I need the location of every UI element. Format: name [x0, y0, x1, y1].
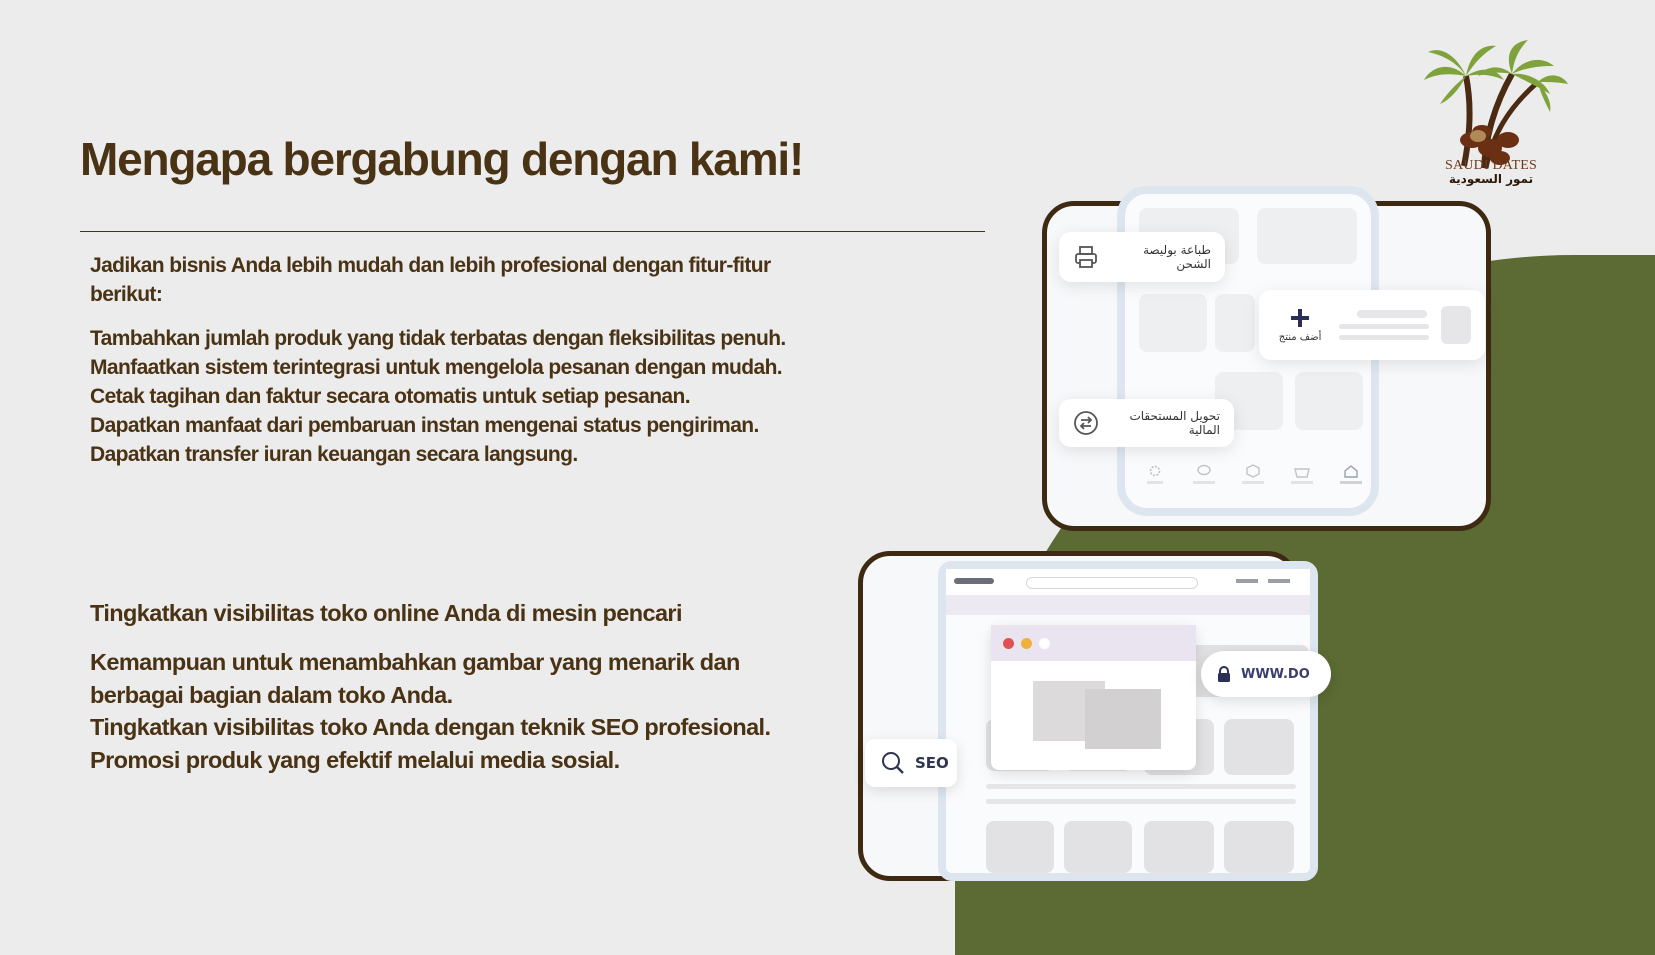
chat-icon [1196, 464, 1212, 478]
print-shipping-label-card [1059, 232, 1225, 282]
nav-settings [1133, 464, 1177, 504]
printer-icon [1073, 244, 1099, 270]
page-title: Mengapa bergabung dengan kami! [80, 133, 804, 185]
nav-products [1231, 464, 1275, 504]
logo-text-english: SAUDI DATES [1444, 158, 1538, 173]
seo-list [90, 646, 810, 776]
gear-icon [1147, 464, 1163, 478]
feature-item: Tambahkan jumlah produk yang tidak terbatas dengan fleksibilitas penuh. [90, 327, 786, 350]
app-tile [1215, 294, 1255, 352]
feature-item: Cetak tagihan dan faktur secara otomatis untuk setiap pesanan. [90, 385, 690, 408]
seo-item: Kemampuan untuk menambahkan gambar yang menarik dan berbagai bagian dalam toko Anda. [90, 649, 740, 708]
basket-icon [1294, 464, 1310, 478]
add-product-label: أضف منتج [1278, 331, 1322, 343]
seo-heading: Tingkatkan visibilitas toko online Anda di mesin pencari [90, 600, 682, 626]
bottom-nav [1133, 464, 1373, 504]
transfer-arrows-icon [1073, 410, 1099, 436]
nav-home [1329, 464, 1373, 504]
browser-search-bar [1026, 577, 1198, 589]
feature-item: Dapatkan transfer iuran keuangan secara langsung. [90, 443, 578, 466]
logo-text-arabic: تمور السعودية [1448, 172, 1534, 186]
transfer-dues-label: تحويل المستحقات المالية [1129, 409, 1220, 437]
app-tile [1139, 294, 1207, 352]
app-tile [1257, 208, 1357, 264]
app-window [991, 625, 1196, 770]
transfer-dues-card [1059, 399, 1234, 447]
window-title-bar [991, 625, 1196, 661]
window-minimize-dot [1021, 638, 1032, 649]
nav-orders [1280, 464, 1324, 504]
intro-text: Jadikan bisnis Anda lebih mudah dan lebih profesional dengan fitur-fitur berikut: [90, 254, 771, 306]
magnifier-icon [881, 751, 905, 775]
print-shipping-label: طباعة بوليصة الشحن [1143, 243, 1211, 271]
app-tile [1295, 372, 1363, 430]
window-close-dot [1003, 638, 1014, 649]
feature-item: Manfaatkan sistem terintegrasi untuk mengelola pesanan dengan mudah. [90, 356, 783, 379]
plus-icon [1290, 308, 1310, 328]
home-icon [1343, 464, 1359, 478]
browser-toolbar [946, 569, 1310, 596]
seo-item: Tingkatkan visibilitas toko Anda dengan teknik SEO profesional. [90, 714, 771, 740]
add-product-card [1259, 290, 1485, 360]
title-divider [80, 231, 985, 232]
seo-item: Promosi produk yang efektif melalui media sosial. [90, 746, 620, 773]
phone-mockup-card [1042, 201, 1491, 531]
feature-list [90, 324, 790, 469]
url-pill [1201, 651, 1331, 697]
box-icon [1245, 464, 1261, 478]
browser-subbar [946, 595, 1310, 615]
lock-icon [1217, 666, 1231, 682]
nav-chats [1182, 464, 1226, 504]
window-maximize-dot [1039, 638, 1050, 649]
browser-frame [938, 561, 1318, 881]
feature-item: Dapatkan manfaat dari pembaruan instan mengenai status pengiriman. [90, 414, 759, 437]
seo-label: SEO [915, 754, 949, 772]
seo-badge [865, 739, 957, 787]
url-text: WWW.DO [1241, 666, 1310, 682]
browser-mockup-card [858, 551, 1310, 881]
